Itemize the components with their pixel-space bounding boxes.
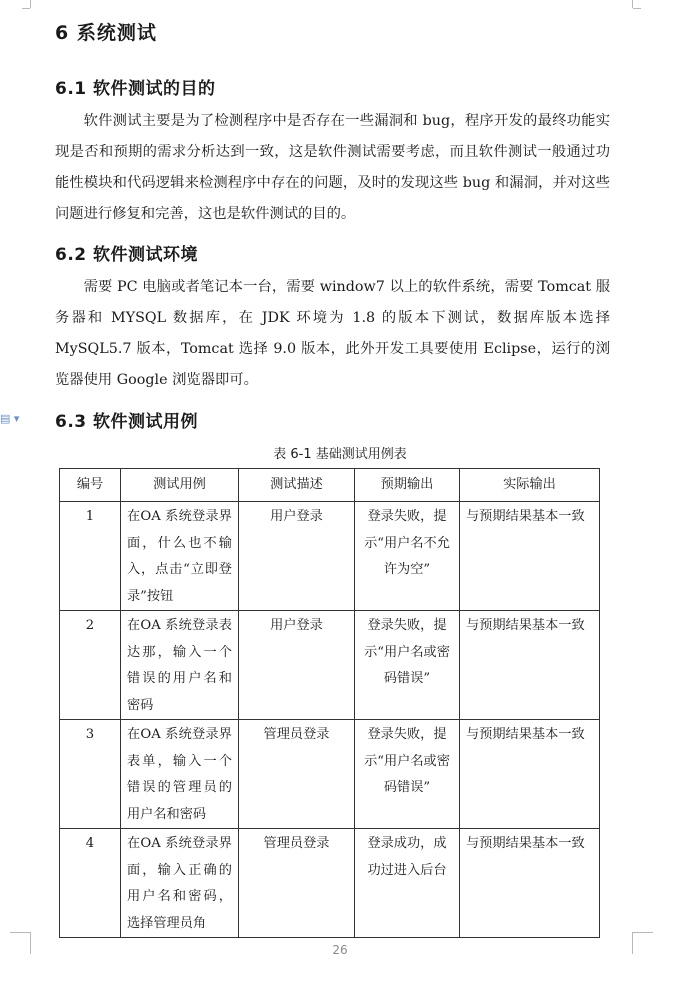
crop-mark — [10, 932, 30, 933]
cell-actual-output: 与预期结果基本一致 — [460, 502, 600, 611]
crop-mark — [632, 0, 633, 8]
cell-expected-output: 登录成功，成功过进入后台 — [355, 829, 460, 938]
section-title-environment: 6.2 软件测试环境 — [55, 245, 199, 265]
cell-test-description: 管理员登录 — [239, 829, 355, 938]
header-actual-output: 实际输出 — [460, 469, 600, 502]
cell-expected-output: 登录失败，提示“用户名不允许为空” — [355, 502, 460, 611]
cell-expected-output: 登录失败，提示“用户名或密码错误” — [355, 611, 460, 720]
page-number: 26 — [332, 943, 348, 957]
section-title-test-cases: 6.3 软件测试用例 — [55, 412, 199, 432]
table-header-row — [60, 469, 600, 502]
crop-mark — [633, 932, 653, 933]
header-number: 编号 — [60, 469, 121, 502]
table-row — [60, 720, 600, 829]
cell-test-case: 在OA 系统登录界表单，输入一个错误的管理员的用户名和密码 — [121, 720, 239, 829]
cell-actual-output: 与预期结果基本一致 — [460, 720, 600, 829]
margin-anchor-icon[interactable]: ▤ ▾ — [0, 412, 20, 425]
paragraph-purpose: 软件测试主要是为了检测程序中是否存在一些漏洞和 bug，程序开发的最终功能实现是否和预期的需求分析达到一致，这是软件测试需要考虑，而且软件测试一般通过功能性模块和代码逻辑来检测程序中存在的问题，及时的发现这些 bug 和漏洞，并对这些问题进行修复和完善，这也是软件测试的目的。 — [55, 113, 610, 222]
cell-test-description: 用户登录 — [239, 611, 355, 720]
table-row — [60, 502, 600, 611]
chapter-heading: 6 系统测试 — [55, 22, 157, 44]
table-row — [60, 611, 600, 720]
header-test-case: 测试用例 — [121, 469, 239, 502]
cell-number: 4 — [60, 829, 121, 938]
paragraph-environment: 需要 PC 电脑或者笔记本一台，需要 window7 以上的软件系统，需要 Tomcat 服务器和 MYSQL 数据库，在 JDK 环境为 1.8 的版本下测试，数据库版本选择 MySQL5.7 版本，Tomcat 选择 9.0 版本，此外开发工具要使用 Eclipse，运行的浏览器使用 Google 浏览器即可。 — [55, 279, 610, 388]
cell-number: 1 — [60, 502, 121, 611]
test-case-table — [59, 468, 600, 938]
section-title-purpose: 6.1 软件测试的目的 — [55, 79, 216, 99]
cell-test-case: 在OA 系统登录表达那，输入一个错误的用户名和密码 — [121, 611, 239, 720]
header-expected-output: 预期输出 — [355, 469, 460, 502]
cell-test-description: 管理员登录 — [239, 720, 355, 829]
table-row — [60, 829, 600, 938]
cell-expected-output: 登录失败，提示“用户名或密码错误” — [355, 720, 460, 829]
cell-test-case: 在OA 系统登录界面，什么也不输入，点击“立即登录”按钮 — [121, 502, 239, 611]
cell-test-description: 用户登录 — [239, 502, 355, 611]
crop-mark — [633, 8, 641, 9]
cell-number: 2 — [60, 611, 121, 720]
header-test-description: 测试描述 — [239, 469, 355, 502]
cell-actual-output: 与预期结果基本一致 — [460, 611, 600, 720]
table-caption: 表 6-1 基础测试用例表 — [273, 447, 407, 462]
crop-mark — [30, 0, 31, 8]
cell-actual-output: 与预期结果基本一致 — [460, 829, 600, 938]
crop-mark — [22, 8, 30, 9]
cell-number: 3 — [60, 720, 121, 829]
cell-test-case: 在OA 系统登录界面，输入正确的用户名和密码，选择管理员角 — [121, 829, 239, 938]
